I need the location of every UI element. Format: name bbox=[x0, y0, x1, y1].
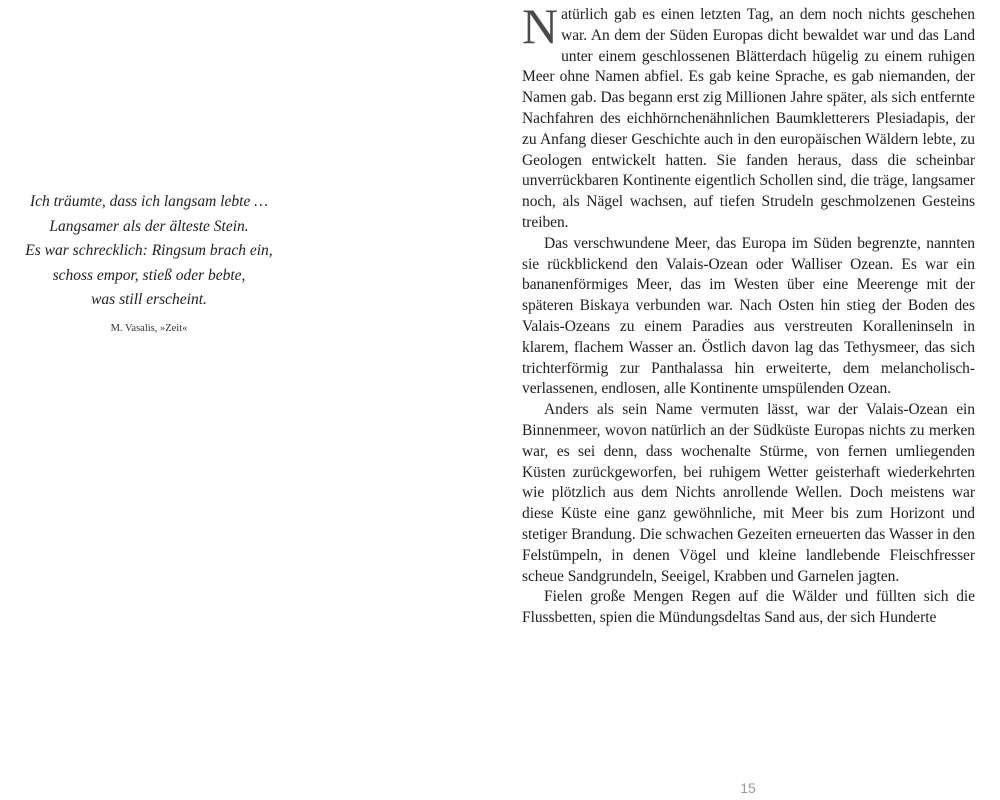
body-text bbox=[522, 0, 975, 629]
epigraph-line: Langsamer als der älteste Stein. bbox=[49, 217, 249, 235]
paragraph: Das verschwundene Meer, das Europa im Süden begrenzte, nannten sie rückblickend den Valais-Ozean oder Walliser Ozean. Es war ein bananenförmiges Meer, das im Westen über eine Meerenge mit der späteren Biskaya verbunden war. Nach Osten hin stieg der Boden des Valais-Ozeans zu einem Paradies aus verstreuten Koralleninseln in klarem, flachem Wasser an. Östlich davon lag das Tethysmeer, das sich trichterförmig zur Panthalassa hin erweiterte, dem melancholisch-verlassenen, endlosen, alle Kontinente umspülenden Ozean. bbox=[522, 234, 975, 398]
epigraph-line: Es war schrecklich: Ringsum brach ein, bbox=[25, 242, 273, 259]
epigraph bbox=[18, 190, 280, 337]
epigraph-line: was still erscheint. bbox=[91, 291, 207, 308]
drop-cap: N bbox=[522, 0, 559, 54]
paragraph-text: atürlich gab es einen letzten Tag, an dem noch nichts geschehen war. An dem der Süden Europas dicht bewaldet war und das Land unter einem geschlossenen Blätterdach hügelig zu einem ruhigen Meer ohne Namen abfiel. Es gab keine Sprache, es gab niemanden, der Namen gab. Das begann erst zig Millionen Jahre später, als sich entfernte Nachfahren des eichhörnchenähnlichen Baumkletterers Plesiadapis, der zu Anfang dieser Geschichte auch in den europäischen Wäldern lebte, zu Geologen entwickelt hatten. Sie fanden heraus, dass die scheinbar unverrückbaren Kontinente eigentlich Schollen sind, die träge, langsamer noch, als Nägel wachsen, auf tiefen Strudeln geschmolzenen Gesteins treiben. bbox=[522, 6, 975, 231]
paragraph: Anders als sein Name vermuten lässt, war der Valais-Ozean ein Binnenmeer, wovon natürlich an der Südküste Europas nichts zu merken war, es sei denn, dass wochenalte Stürme, von fernen umliegenden Küsten zurückgeworfen, bei ruhigem Wetter geisterhaft wiederkehrten wie plötzlich aus dem Nichts anrollende Wellen. Doch meistens war diese Küste eine ganz gewöhnliche, mit Meer bis zum Horizont und stetiger Brandung. Die schwachen Gezeiten erneuerten das Wasser in den Felstümpeln, in denen Vögel und kleine landlebende Fleischfresser scheue Sandgrundeln, Seeigel, Krabben und Garnelen jagten. bbox=[522, 401, 975, 585]
paragraph bbox=[522, 0, 975, 234]
epigraph-source: M. Vasalis, »Zeit« bbox=[110, 322, 188, 334]
paragraph: Fielen große Mengen Regen auf die Wälder und füllten sich die Flussbetten, spien die Mündungsdeltas Sand aus, der sich Hunderte bbox=[522, 588, 975, 627]
epigraph-line: schoss empor, stieß oder bebte, bbox=[52, 266, 246, 284]
page-number: 15 bbox=[740, 780, 756, 796]
epigraph-line: Ich träumte, dass ich langsam lebte … bbox=[29, 193, 269, 210]
